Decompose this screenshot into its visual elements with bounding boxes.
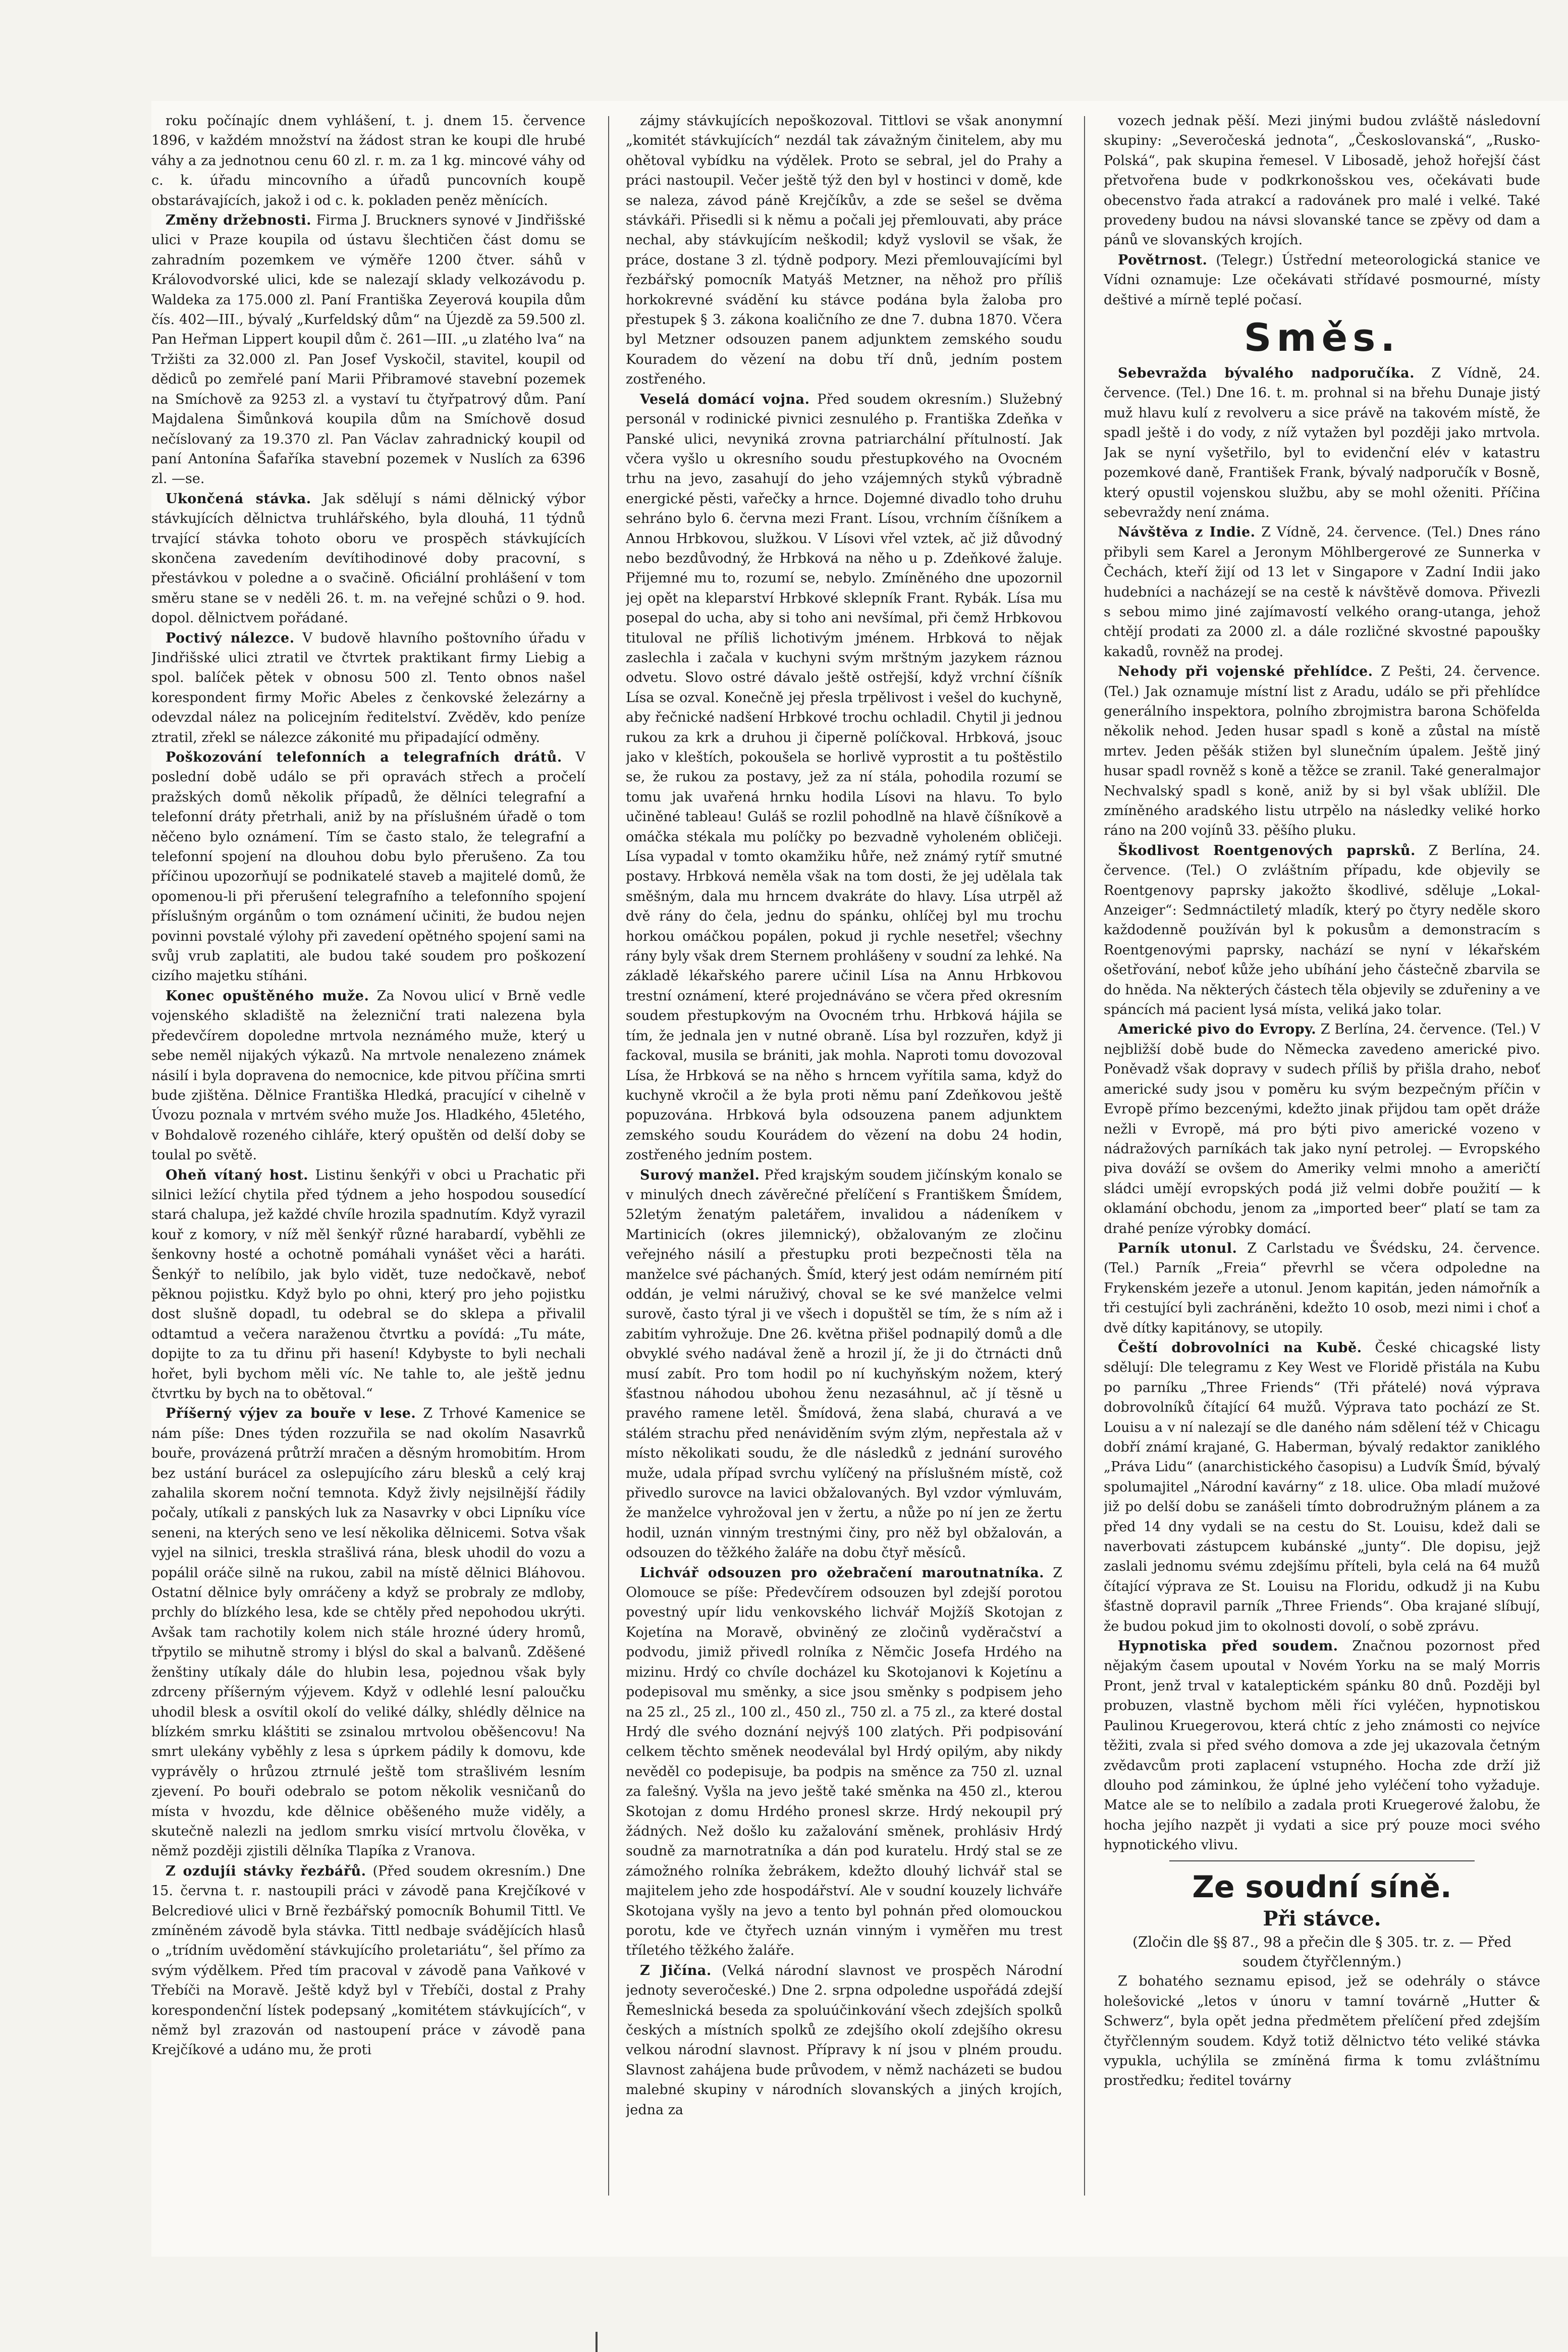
article-paragraph (151, 1404, 585, 1861)
section-heading-court: Ze soudní síně. (1192, 1869, 1452, 1905)
article-text: (Telegr.) Ústřední meteorologická stanice ve Vídni oznamuje: Lze očekávati střídavé posmourné, místy deštivé a mírně teplé počasí. (1104, 252, 1540, 308)
article-paragraph (151, 1165, 585, 1404)
court-article-caption: (Zločin dle §§ 87., 98 a přečin dle § 305. tr. z. — Před soudem čtyřčlenným.) (1132, 1933, 1511, 1970)
article-text: Za Novou ulicí v Brně vedle vojenského skladiště na železniční trati nalezena byla předevčírem dopoledne mrtvola neznámého muže, který u sebe neměl nijakých výkazů. Na mrtvole nenalezeno známek násilí i byla dopravena do nemocnice, kde pitvou příčina smrti bude zjištěna. Dělnice Františka Hledká, pracující v cihelně v Úvozu poznala v mrtvém svého muže Jos. Hladkého, 45letého, v Bohdalově rozeného cihláře, který opuštěn od delší doby se toulal po světě. (151, 988, 585, 1163)
article-text: Jak sdělují s námi dělnický výbor stávkujících dělnictva truhlářského, byla dlouhá, 11 týdnů trvající stávka tohoto oboru ve prospěch stávkujících skončena zavedením devítihodinové doby pracovní, s přestávkou v poledne a o svačině. Oficiální prohlášení v tom směru stane se v neděli 26. t. m. na veřejné schůzi o 9. hod. dopol. dělnictvem pořádané. (151, 491, 585, 626)
article-paragraph (1104, 250, 1540, 310)
column-3-articles (1104, 111, 1540, 310)
article-heading: Čeští dobrovolníci na Kubě. (1118, 1340, 1362, 1356)
article-text: (Před soudem okresním.) Dne 15. června t. r. nastoupili práci v závodě pana Krejčíkové v Belcrediové ulici v Brně řezbářský pomocník Bohumil Tittl. Ve zmíněném závodě byla stávka. Tittl nedbaje svádějících hlasů o „trídním uvědomění stávkujícího proletariátu“, šel přímo za svým výdělkem. Před tím pracoval v závodě pana Vaňkové v Třebíči na Moravě. Ještě když byl v Třebíči, dostal z Prahy korespondenční lístek podepsaný „komitétem stávkujících“, v němž byl zrazován od nastoupení práce v závodě pana Krejčíkové a udáno mu, že proti (151, 1863, 585, 2058)
article-text: (Velká národní slavnost ve prospěch Národní jednoty severočeské.) Dne 2. srpna odpoledne uspořádá zdejší Řemeslnická beseda za spoluúčinkování všech zdejších spolků českých a místních spolků ze zdejšího okolí zdejšího okresu velkou národní slavnost. Přípravy k ní jsou v plném proudu. Slavnost zahájena bude průvodem, v němž nacházeti se budou malebné skupiny v národních slovanských a jiných krojích, jedna za (626, 1962, 1062, 2118)
article-heading: Příšerný výjev za bouře v lese. (166, 1406, 416, 1422)
article-heading: Konec opuštěného muže. (166, 988, 369, 1004)
article-text: Z Pešti, 24. července. (Tel.) Jak oznamuje místní list z Aradu, událo se při přehlídce generálního inspektora, polního zbrojmistra barona Schöfelda několik nehod. Jeden husar spadl s koně a zůstal na místě mrtev. Jeden pěšák stižen byl slunečním úpalem. Ještě jiný husar spadl rovněž s koně a těžce se zranil. Také generalmajor Nechvalský spadl s koně, aniž by si byl však ublížil. Dle zmíněného aradského listu utrpělo na následky veliké horko ráno na 200 vojínů 33. pěšího pluku. (1104, 664, 1540, 839)
article-paragraph (1104, 1020, 1540, 1238)
article-text: Před soudem okresním.) Služebný personál v rodinické pivnici zesnulého p. Františka Zdeňka v Panské ulici, nevyniká zrovna patriarchální přítulností. Jak včera vyšlo u okresního soudu přestupkového na Ovocném trhu na jevo, zasahují do jeho vzájemných styků výbradně energické pěsti, vařečky a hrnce. Dojemné divadlo toho druhu sehráno bylo 6. června mezi Frant. Lísou, vrchním číšníkem a Annou Hrbkovou, služkou. V Lísovi vřel vztek, ač již důvodný nebo bezdůvodný, že Hrbková na něho u p. Zdeňkové žaluje. Přijemné mu to, rozumí se, nebylo. Zmíněného dne upozornil jej opět na kleparství Hrbkové sklepník Frant. Rybák. Lísa mu posepal do ucha, aby si toho ani nevšímal, při čemž Hrbkovou tituloval ne příliš lichotivým jménem. Hrbková to nějak zaslechla i začala v kuchyni svým mrštným jazykem ráznou odvetu. Slovo ostré dávalo ještě ostřejší, když vrchní číšník Lísa se ozval. Konečně jej přeslа trpělivost i vešel do kuchyně, aby řečnické nadšení Hrbkové trochu ochladil. Chytil ji jednou rukou za krk a druhou ji čiperně políčkoval. Hrbková, jsouc jako v kleštích, pokoušela se horlivě vyprostit a tu poštěstilo se, že rukou za postavy, jež za ní stála, pohodila rozumí se tomu jak uvařená hrnku hodila Lísovi na hlavu. To bylo učiněné tableau! Guláš se rozlil pohodlně na hlavě číšníkově a omáčka stékala mu políčky po bezvadně vyholeném obličeji. Lísa vypadal v tomto okamžiku hůře, než známý rytíř smutné postavy. Hrbková neměla však na tom dosti, že jej udělala tak směšným, dala mu hrncem dvakráte do hlavy. Lísa utrpěl až dvě rány do čela, jednu do spánku, ohlíčej byl mu trochu horkou omáčkou popálen, pokud ji rychle nesetřel; všechny rány byly však drem Sternem prohlášeny v soudní za lehké. Na základě lékařského parere učinil Lísa na Annu Hrbkovou trestní oznámení, které projednáváno se včera před okresním soudem přestupkovým na Ovocném trhu. Hrbková hájila se tím, že jednala jen v nutné obraně. Lísa byl rozzuřen, když ji fackoval, musila se brániti, jak mohla. Naproti tomu dovozoval Lísa, že Hrbková se na něho s hrncem vyřítila sama, když do kuchyně vkročil a že byla proti němu paní Zdeňkovou ještě popuzována. Hrbková byla odsouzena panem adjunktem zemského soudu Kourádem do vězení na dobu 24 hodin, zostřeného jedním postem. (626, 391, 1062, 1163)
section-separator (1169, 1860, 1475, 1861)
court-article-heading: Při stávce. (1263, 1906, 1381, 1931)
article-paragraph (1104, 522, 1540, 662)
article-paragraph (151, 986, 585, 1165)
article-heading: Změny držebnosti. (166, 212, 312, 229)
article-text: Z Berlína, 24. července. (Tel.) V nejbližší době bude do Německa zavedeno americké pivo. Poněvadž však dopravy v sudech příliš by přišla draho, neboť americké sudy jsou v poměru ku svým bezpečným příčin v Evropě přímo bezcenými, kdežto jinak přijdou tam opět dráže nežli v Evropě, má pro býti pivo americké vozeno v nádražových parníkách tak jako nyní petrolej. — Evropského piva dováží se ovšem do Ameriky velmi mnoho a američtí sládci umějí evropských podá již velmi dobře použití — k oklamání obchodu, jenom za „imported beer“ platí se tam za drahé peníze výrobky domácí. (1104, 1022, 1540, 1237)
article-heading: Americké pivo do Evropy. (1118, 1022, 1317, 1038)
smes-news-list (1104, 363, 1540, 1855)
article-paragraph (151, 210, 585, 489)
article-heading: Návštěva z Indie. (1118, 524, 1256, 541)
column-divider-2 (1084, 116, 1085, 2196)
article-heading: Surový manžel. (640, 1167, 760, 1183)
article-paragraph (151, 1861, 585, 2060)
article-heading: Poškozování telefonních a telegrafních drátů. (166, 750, 562, 765)
column-1 (151, 111, 585, 2201)
article-paragraph (626, 1165, 1062, 1563)
article-text: Značnou pozornost před nějakým časem upoutal v Novém Yorku na se malý Morris Pront, jenž trval v kataleptickém spánku 80 dnů. Později byl probuzen, vlastně bychom měli říci vyléčen, hypnotiskou Paulinou Kruegerovou, která chtíc z jeho známosti co nejvíce těžiti, zvala si před svého domova a zde jej ukazovala četným zvědavcům proti zaplacení vstupného. Hocha zde drží již dlouho pod záminkou, že úplné jeho vyléčení toho vyžaduje. Matce ale se to nelíbilo a zadala proti Kruegerové žalobu, že hocha jejího nazpět ji vydati a sice prý pouze moci svého hypnotického vlivu. (1104, 1638, 1540, 1853)
article-paragraph (1104, 841, 1540, 1020)
article-text: Před krajským soudem jičínským konalo se v minulých dnech závěrečné přelíčení s Františkem Šmídem, 52letým ženatým paletářem, invalidou a nádeníkem v Martinicích (okres jilemnický), obžalovaným ze zločinu veřejného násilí a přestupku proti bezpečnosti těla na manželce své páchaných. Šmíd, který jest odám nemírném pití oddán, je velmi náruživý, choval se ke své manželce velmi surově, často týral ji ve všech i dopuštěl se tím, že s ním až i zabitím vyhrožuje. Dne 26. května přišel podnapilý domů a dle obvyklé svého nadával ženě a hrozil jí, že ji do čtrnácti dnů musí zabít. Pro tom hodil po ní kuchyňským nožem, který šťastnou náhodou ubohou ženu nezasáhnul, ač jí těsně u pravého ramene letěl. Šmídová, žena slabá, churavá a ve stálém strachu před nenáviděním svým zlým, nepřestala až v místo několikati soudu, že dle následků z jednání surového muže, udala případ svrchu vylíčený na příslušném místě, což přivedlo surovce na lavici obžalovaných. Byl vzdor výmluvám, že manželce vyhrožoval jen v žertu, a nůže po ní jen ze žertu hodil, uznán vinným trestnými činy, pro něž byl obžalován, a odsouzen do těžkého žaláře na dobu čtyř měsíců. (626, 1167, 1062, 1561)
article-text: Listinu šenkýři v obci u Prachatic při silnici ležící chytila před týdnem a jeho hospodou sousedící stará chalupa, jež každé chvíle hrozila spadnutím. Když vyrazil kouř z komory, v níž měl šenkýř různé harabardí, vyběhli ze šenkovny hosté a ochotně pomáhali vynášet věci a haráti. Šenkýř to nelíbilo, jak bylo vidět, tuze nedočkavě, neboť pěknou pojistku. Když bylo po ohni, který pro jeho pojistku dost slušně dopadl, tu odebral se do sklepa a přivalil odtamtud a večera naraženou čtvrtku a povídá: „Tu máte, dopijte to za tu dřinu při hasení! Kdybyste to byli nechali hořet, byli bychom měli víc. Ne tahle to, ale ještě jednu čtvrtku by bych na to obětoval.“ (151, 1167, 585, 1402)
article-heading: Oheň vítaný host. (166, 1167, 309, 1183)
article-text: V poslední době událo se při opravách střech a pročelí pražských domů několik případů, že dělníci telegrafní a telefonní dráty přetrhali, aniž by na příslušném úřadě o tom něčeno bylo oznámení. Tím se často stalo, že telegrafní a telefonní spojení na dlouhou dobu bylo přerušeno. Za tou příčinou upozorňují se podnikatelé staveb a majitelé domů, že opomenou-li při přerušení telegrafního a telefonního spojení příslušným orgánům o tom oznámení učiniti, že budou nejen povinni povstalé výlohy při zavedení opětného spojení sami na svůj vrub zaplatiti, ale budou také soudem pro poškození cizího majetku stíháni. (151, 750, 585, 984)
article-text: Z Olomouce se píše: Předevčírem odsouzen byl zdejší porotou povestný upír lidu venkovského lichvář Mojžíš Skotojan z Kojetína na Moravě, obviněný ze zločinů vyděračství a podvodu, jimiž přivedl rolníka z Němčic Josefa Hrdého na mizinu. Hrdý co chvíle docházel ku Skotojanovi k Kojetínu a podepisoval mu směnky, a sice jsou směnky s podpisem jeho na 25 zl., 25 zl., 100 zl., 450 zl., 750 zl. a 75 zl., za které dostal Hrdý dle svého doznání nejvýš 100 zlatých. Při podpisování celkem těchto směnek neodeválal byl Hrdý opilým, aby nikdy nevěděl co podepisuje, ba podpis na směnce za 750 zl. uznal za falešný. Vyšla na jevo ještě také směnka na 450 zl., kterou Skotojan z domu Hrdého pronesl skrze. Hrdý nekoupil prý žádných. Než došlo ku zažalování směnek, prohlásiv Hrdý soudně za marnotratníka a dán pod kuratelu. Hrdý stal se ze zámožného rolníka žebrákem, kdežto dlouhý lichvář stal se majitelem jeho zde hospodářství. Ale v soudní kouzely lichváře Skotojana vyšly na jevo a tento byl pohnán před olomouckou porotu, kde ve čtyřech uznán vinným i vyměřen mu trest tříletého těžkého žaláře. (626, 1565, 1062, 1959)
article-heading: Hypnotiska před soudem. (1118, 1638, 1338, 1654)
article-text: České chicagské listy sdělují: Dle telegramu z Key West ve Floridě přistála na Kubu po parníku „Three Friends“ (Tři přátelé) nová výprava dobrovolníků čítající 64 mužů. Výprava tato pochází ze St. Louisu a v ní nalezají se dle daného nám sdělení též v Chicagu dobří známí krajané, G. Haberman, bývalý redaktor zaniklého „Práva Lidu“ (anarchistického časopisu) a Ludvík Šmíd, bývalý spolumajitel „Národní kavárny“ z 18. ulice. Oba mladí mužové již po delší dobu se zanášeli tímto dobrodružným plánem a za před 14 dny vydali se na cestu do St. Louisu, kdež dali se naverbovati zástupcem kubánské „junty“. Dle dopisu, jejž zaslali jednomu svému zdejšímu příteli, byla celá na 64 mužů čítající výprava ze St. Louisu na Floridu, odkudž ji na Kubu šťastně dopravil parník „Three Friends“. Oba krajané slíbují, že budou pokud jim to okolnosti dovolí, o sobě zprávu. (1104, 1340, 1540, 1634)
article-heading: Parník utonul. (1118, 1240, 1237, 1256)
article-heading: Poctivý nálezce. (166, 630, 295, 646)
column-2-articles (626, 111, 1062, 2120)
article-heading: Z ozdujíi stávky řezbářů. (166, 1863, 366, 1879)
article-paragraph (1104, 1636, 1540, 1855)
article-text: zájmy stávkujících nepoškozoval. Tittlovi se však anonymní „komitét stávkujících“ nezdál tak závažným činitelem, aby mu ohětoval vybídku na výdělek. Proto se sebral, jel do Prahy a práci nastoupil. Večer ještě týž den byl v hostinci v domě, kde se naleza, závod páně Krejčíkův, a zde se sešel se dvěma stávkáři. Přisedli si k němu a počali jej přemlouvati, aby práce nechal, aby stávkujícím neškodil; když vyslovil se však, že práce, dostane 3 zl. týdně podpory. Mezi přemlouvajícími byl řezbářský pomocník Matyáš Metzner, na něhož pro příliš horkokrevné svádění ku stávce podána byla žaloba pro přestupek § 3. zákona koaličního ze dne 7. dubna 1870. Včera byl Metzner odsouzen panem adjunktem zemského soudu Kouradem do vězení na dobu tří dnů, jedním postem zostřeného. (626, 113, 1062, 388)
column-1-articles (151, 111, 585, 2060)
article-paragraph (1104, 363, 1540, 522)
column-2 (626, 111, 1062, 2201)
article-heading: Ukončená stávka. (166, 491, 311, 507)
article-paragraph (626, 111, 1062, 390)
column-3 (1104, 111, 1540, 2201)
article-heading: Povětrnost. (1118, 252, 1208, 268)
court-article-text: Z bohatého seznamu episod, jež se odehrály o stávce holešovické „letos v únoru v tamní továrně „Hutter & Schwerz“, byla opět jedna předmětem přelíčení před zdejším čtyřčlenným soudem. Když totiž dělnictvo této veliké stávka vypukla, uchýlila se zmíněná firma k tomu zvláštnímu prostředku; ředitel továrny (1104, 1973, 1540, 2089)
article-text: roku počínajíc dnem vyhlášení, t. j. dnem 15. července 1896, v každém množství na žádost stran ke koupi dle hrubé váhy a za jednotnou cenu 60 zl. r. m. za 1 kg. mincové váhy od c. k. úřadu mincovního a úřadů puncovních koupě obstarávajících, jakož i od c. k. pokladen peněz měnících. (151, 113, 585, 208)
article-text: Z Trhové Kamenice se nám píše: Dnes týden rozzuřila se nad okolím Nasavrků bouře, provázená průtrží mračen a děsným hromobitím. Hrom bez ustání burácel za oslepujícího záru blesků a celý kraj zahalila skorem noční temnota. Když živly nejsilnější řádily počaly, utíkali z panských luk za Nasavrky v obci Lipníku více seneni, na kterých seno ve lesí několika dělnicemi. Sotva však vyjel na silnici, treskla strašlivá rána, blesk uhodil do vozu a popálil oráče silně na rukou, zabil na místě dělnici Bláhovou. Ostatní dělnice byly omráčeny a když se probraly ze mdloby, prchly do blízkého lesa, kde se chtěly před nepohodou ukrýti. Avšak tam rachotily kolem nich stále hrozné údery hromů, třpytilo se mihutně stromy i blýsl do skal a balvanů. Zděšené ženštiny utíkaly dále do hlubin lesa, pojednou však byly zdrceny příšerným výjevem. Když v odlehlé lesní paloučku uhodil blesk a osvítil okolí do veliké dálky, shlédly dělnice na blízkém smrku kláštiti se zsinalou mrtvolou oběšencovu! Na smrt ulekány vyběhly z lesa s úprkem pádily k domovu, kde vyprávěly o hrůzou ztrnulé ještě tom strašlivém lesním zjevení. Po bouři odebralo se potom několik vesničanů do místa v hvozdu, kde dělnice oběšeného muže viděly, a skutečně nalezli na jedlom smrku visící mrtvolu člověka, v němž později zjistili dělníka Tlapíka z Vranova. (151, 1406, 585, 1859)
article-text: Firma J. Bruckners synové v Jindřišské ulici v Praze koupila od ústavu šlechtičen část domu se zahradním pozemkem ve výměře 1200 čtver. sáhů v Královodvorské ulici, kde se nalezají sklady velkozávodu p. Waldeka za 175.000 zl. Paní Františka Zeyerová koupila dům čís. 402—III., bývalý „Kurfeldský dům“ na Újezdě za 59.500 zl. Pan Heřman Lippert koupil dům č. 261—III. „u zlatého lva“ na Tržišti za 32.000 zl. Pan Josef Vyskočil, stavitel, koupil od dědiců po zemřelé paní Marii Přibramové stavební pozemek na Smíchově za 9253 zl. a vystaví tu čtyřpatrový dům. Paní Majdalena Šimůnková koupila dům na Smíchově dosud nečíslovaný za 19.370 zl. Pan Václav zahradnický koupil od paní Antonína Šafaříka stavební pozemek v Nuslích za 6396 zl. —se. (151, 212, 585, 487)
article-paragraph (626, 390, 1062, 1165)
newspaper-page (151, 101, 1568, 2257)
article-paragraph (1104, 662, 1540, 841)
article-paragraph (626, 1961, 1062, 2120)
article-heading: Z Jičína. (640, 1962, 712, 1979)
article-heading: Lichvář odsouzen pro ožebračení maroutnatníka. (640, 1565, 1044, 1581)
article-heading: Sebevražda bývalého nadporučíka. (1118, 365, 1415, 382)
print-mark (596, 2332, 598, 2352)
article-paragraph (1104, 1239, 1540, 1338)
article-text: vozech jednak pěší. Mezi jinými budou zvláště následovní skupiny: „Severočeská jednota“, „Českoslovanská“, „Rusko-Polská“, pak skupina řemesel. V Libosadě, jehož hořejší část přetvořena bude v podkrkonošskou ves, očekávati bude obecenstvo řada atrakcí a radovánek pro malé i velké. Také provedeny budou na návsi slovanské tance se zpěvy od dam a pánů ve slovanských krojích. (1104, 113, 1540, 248)
article-paragraph (1104, 111, 1540, 250)
article-paragraph (626, 1563, 1062, 1961)
article-paragraph (1104, 1338, 1540, 1636)
article-paragraph (151, 111, 585, 210)
article-heading: Veselá domácí vojna. (640, 391, 810, 407)
article-heading: Škodlivost Roentgenových paprsků. (1118, 842, 1416, 859)
article-text: Z Carlstadu ve Švédsku, 24. července. (Tel.) Parník „Freia“ převrhl se včera odpoledne na Frykenském jezeře a utonul. Jenom kapitán, jeden námořník a tři cestující byli zachráněni, kdežto 10 osob, mezi nimi i choť a dvě dítky kapitánovy, se utopily. (1104, 1240, 1540, 1336)
article-text: Z Vídně, 24. července. (Tel.) Dne 16. t. m. prohnal si na břehu Dunaje jistý muž hlavu kulí z revolveru a sice právě na takovém místě, že spadl ještě i do vody, z níž vytažen byl později jako mrtvola. Jak se nyní vyšetřilo, byl to evidenční elév v katastru pozemkové daně, František Frank, bývalý nadporučík v Bosně, který opustil vojenskou službu, aby se mohl oženiti. Příčina sebevraždy není známa. (1104, 365, 1540, 520)
article-paragraph (151, 628, 585, 747)
article-paragraph (151, 747, 585, 986)
article-text: V budově hlavního poštovního úřadu v Jindřišské ulici ztratil ve čtvrtek praktikant firmy Liebig a spol. balíček pětek v obnosu 500 zl. Tento obnos našel korespondent firmy Mořic Abeles z čenkovské železárny a odevzdal nález na policejním ředitelství. Zvěděv, kdo peníze ztratil, zřekl se nálezce zákonité mu připadající odměny. (151, 630, 585, 745)
article-heading: Nehody při vojenské přehlídce. (1118, 664, 1373, 680)
article-text: Z Berlína, 24. července. (Tel.) O zvláštním případu, kde objevily se Roentgenovy paprsky jakožto škodlivé, sděluje „Lokal-Anzeiger“: Sedmnáctiletý mladík, který po čtyry neděle skoro každodenně používán byl k pokusům a demonstracím s Roentgenovými paprsky, nachází se nyní v lékařském ošetřování, neboť kůže jeho ubíhání jeho částečně zbarvila se do hněda. Na některých částech těla objevily se zduřeniny a ve spáncích má pacient lysá místa, veliká jako tolar. (1104, 842, 1540, 1018)
column-divider-1 (608, 116, 609, 2196)
section-heading-smes: Směs. (1243, 315, 1400, 360)
article-text: Z Vídně, 24. července. (Tel.) Dnes ráno přibyli sem Karel a Jeronym Möhlbergerové ze Sunnerka v Čechách, kteří žijí od 13 let v Singapore v Zadní Indii jako hudebníci a nacházejí se na cestě k návštěvě domova. Přivezli s sebou mimo jiné zajímavostí velkého orang-utanga, jehož chtějí prodati za 2000 zl. a dále rozličné skvostné papoušky kakadů, rovněž na prodej. (1104, 524, 1540, 660)
article-paragraph (151, 489, 585, 628)
